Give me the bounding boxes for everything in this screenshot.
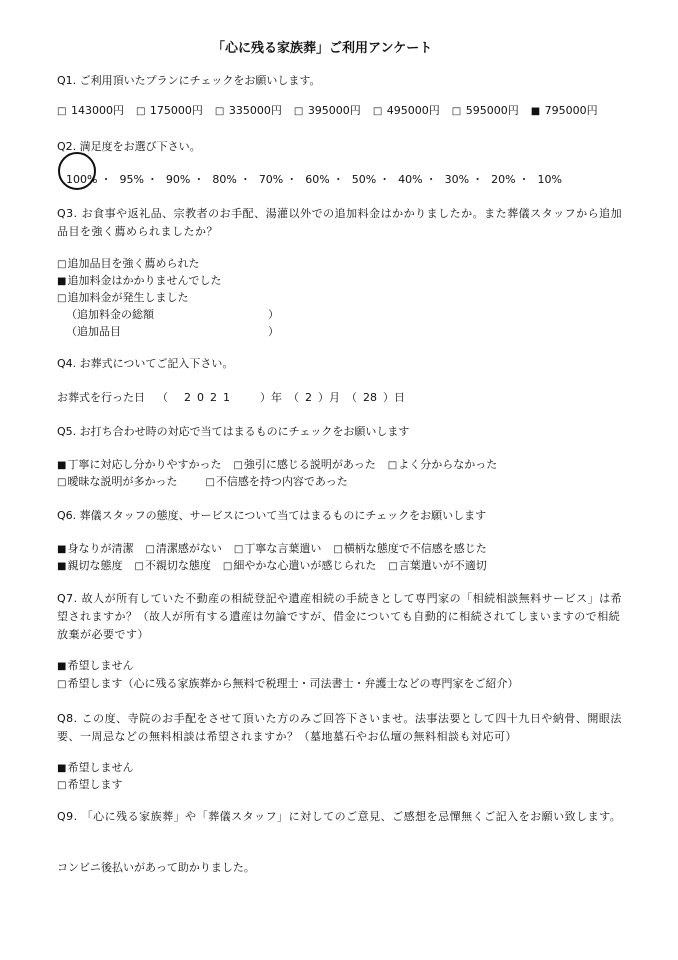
satisfaction-option[interactable]: 20% — [491, 173, 516, 186]
q5-option-selected[interactable]: ■丁寧に対応し分かりやすかった — [57, 458, 222, 471]
plan-option-selected[interactable]: ■ 795000円 — [530, 104, 598, 117]
q5-option[interactable]: □よく分からなかった — [387, 458, 498, 471]
satisfaction-option[interactable]: 90% — [165, 173, 191, 186]
additional-items-close: ） — [268, 325, 279, 338]
q6-option[interactable]: □清潔感がない — [145, 542, 222, 555]
satisfaction-option-selected[interactable]: 100% — [66, 173, 98, 186]
q5-row2 — [57, 475, 348, 490]
q7-option-selected[interactable]: ■希望しません — [57, 659, 134, 672]
additional-fee-close: ） — [268, 308, 279, 321]
q6-option[interactable]: □言葉遣いが不適切 — [388, 559, 487, 572]
plan-option[interactable]: □ 595000円 — [451, 104, 519, 117]
satisfaction-option[interactable]: 60% — [305, 173, 330, 186]
q5-option[interactable]: □強引に感じる説明があった — [233, 458, 376, 471]
q2-options: 100% ・ 95% ・ 90% ・ 80% ・ 70% ・ 60% ・ 50% ・ 40% ・ 30% ・ 20% ・ 10% — [66, 173, 562, 186]
page-title: 「心に残る家族葬」ご利用アンケート — [212, 41, 433, 56]
q7-option[interactable]: □希望します（心に残る家族葬から無料で税理士・司法書士・弁護士などの専門家をご紹介） — [57, 677, 519, 690]
plan-option[interactable]: □ 395000円 — [293, 104, 361, 117]
q6-option[interactable]: □横柄な態度で不信感を感じた — [333, 542, 487, 555]
q8-option[interactable]: □希望します — [57, 778, 123, 791]
q5-option[interactable]: □曖昧な説明が多かった — [57, 475, 178, 488]
q6-row1 — [57, 542, 487, 557]
q6-option-selected[interactable]: ■親切な態度 — [57, 559, 123, 572]
satisfaction-option[interactable]: 70% — [258, 173, 284, 186]
q9-question: Q9. 「心に残る家族葬」や「葬儀スタッフ」に対してのご意見、ご感想を忌憚無くご記入をお願い致します。 — [57, 810, 622, 823]
satisfaction-option[interactable]: 95% — [119, 173, 144, 186]
q6-option[interactable]: □丁寧な言葉遣い — [233, 542, 322, 555]
q6-option-selected[interactable]: ■身なりが清潔 — [57, 542, 134, 555]
q8-question: Q8. この度、寺院のお手配をさせて頂いた方のみご回答下さいませ。法事法要として四十九日や納骨、開眼法要、一周忌などの無料相談は希望されますか？（墓地墓石やお仏壇の無料相談も対応可） — [57, 712, 622, 743]
q5-row1 — [57, 458, 497, 473]
q6-row2 — [57, 559, 487, 574]
q6-question: Q6. 葬儀スタッフの態度、サービスについて当てはまるものにチェックをお願いします — [57, 509, 487, 522]
q1-options — [57, 104, 598, 119]
plan-option[interactable]: □ 335000円 — [214, 104, 282, 117]
q3-option-selected[interactable]: ■追加料金はかかりませんでした — [57, 274, 222, 287]
plan-option[interactable]: □ 495000円 — [372, 104, 440, 117]
funeral-year[interactable]: 2021 — [184, 391, 236, 404]
satisfaction-option[interactable]: 50% — [351, 173, 377, 186]
funeral-date: お葬式を行った日 （ 2021 ） 年 （ 2 ） 月 （ 28 ） 日 — [57, 391, 405, 404]
q6-option[interactable]: □細やかな心遣いが感じられた — [222, 559, 377, 572]
q5-option[interactable]: □不信感を持つ内容であった — [205, 475, 348, 488]
satisfaction-option[interactable]: 80% — [212, 173, 237, 186]
q7-question: Q7. 故人が所有していた不動産の相続登記や遺産相続の手続きとして専門家の「相続相談無料サービス」は希望されますか？（故人が所有する遺産は勿論ですが、借金についても自動的に相続されてしまいますので相続放棄が必要です） — [57, 592, 623, 641]
satisfaction-option[interactable]: 10% — [537, 173, 562, 186]
q9-answer[interactable]: コンビニ後払いがあって助かりました。 — [57, 861, 255, 874]
q8-option-selected[interactable]: ■希望しません — [57, 761, 134, 774]
q1-question: Q1. ご利用頂いたプランにチェックをお願いします。 — [57, 74, 321, 87]
q3-option[interactable]: □追加料金が発生しました — [57, 291, 189, 304]
q2-question: Q2. 満足度をお選び下さい。 — [57, 140, 201, 153]
funeral-day[interactable]: 28 — [363, 391, 377, 404]
additional-fee-total: （追加料金の総額 — [66, 308, 154, 321]
q5-question: Q5. お打ち合わせ時の対応で当てはまるものにチェックをお願いします — [57, 425, 410, 438]
q3-option[interactable]: □追加品目を強く薦められた — [57, 257, 200, 270]
plan-option[interactable]: □ 175000円 — [135, 104, 203, 117]
satisfaction-option[interactable]: 40% — [398, 173, 423, 186]
satisfaction-option[interactable]: 30% — [444, 173, 470, 186]
q6-option[interactable]: □不親切な態度 — [134, 559, 211, 572]
q3-question: Q3. お食事や返礼品、宗教者のお手配、湯灌以外での追加料金はかかりましたか。また葬儀スタッフから追加品目を強く薦められましたか？ — [57, 207, 623, 238]
funeral-month[interactable]: 2 — [305, 391, 312, 404]
plan-option[interactable]: □ 143000円 — [57, 104, 124, 117]
q4-question: Q4. お葬式についてご記入下さい。 — [57, 357, 234, 370]
additional-items: （追加品目 — [66, 325, 121, 338]
